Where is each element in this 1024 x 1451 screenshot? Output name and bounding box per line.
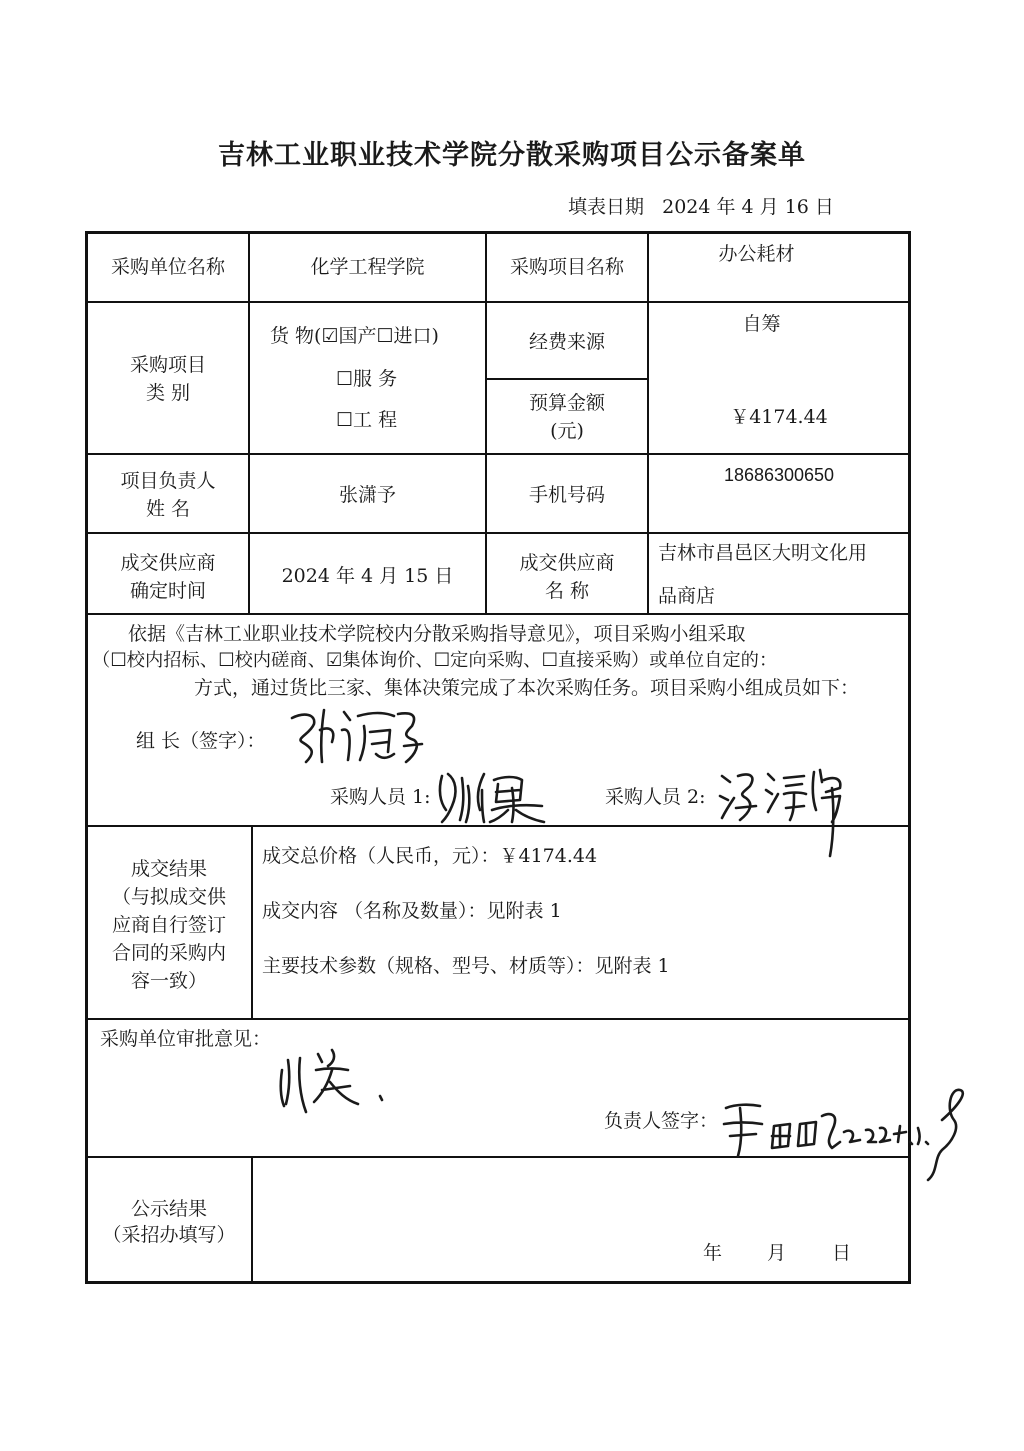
publicity-day: 日 [832,1242,852,1264]
approval-signer-label: 负责人签字： [604,1110,719,1132]
member-2-label: 采购人员 2: [605,786,706,808]
publicity-label-2: （采招办填写） [102,1224,236,1246]
value-supplier-name-2: 品商店 [658,585,716,607]
label-supplier-time: 成交供应商 [120,552,216,574]
basis-line-1: 依据《吉林工业职业技术学院校内分散采购指导意见》，项目采购小组采取 [128,623,746,645]
result-label-2: （与拟成交供 [111,886,226,908]
member-2-signature [716,764,866,864]
value-project-leader: 张潇予 [338,484,396,506]
label-budget: 预算金额 [528,392,605,414]
label-budget-unit: (元) [550,420,584,442]
label-supplier-name-2: 名 称 [544,580,590,602]
publicity-year: 年 [703,1242,723,1264]
value-project-name: 办公耗材 [718,243,795,265]
approval-handwriting [276,1040,396,1120]
basis-line-3: 方式，通过货比三家、集体决策完成了本次采购任务。项目采购小组成员如下： [194,677,860,699]
member-1-label: 采购人员 1: [330,786,431,808]
approval-label: 采购单位审批意见： [100,1028,272,1050]
value-budget: ￥4174.44 [730,406,828,428]
form-title: 吉林工业职业技术学院分散采购项目公示备案单 [218,140,806,171]
option-engineering: ☐工 程 [336,409,398,431]
member-1-signature [434,766,554,826]
value-purchasing-unit: 化学工程学院 [310,256,425,278]
option-goods: 货 物(☑国产☐进口) [270,325,439,347]
result-label-4: 合同的采购内 [111,942,226,964]
label-category: 采购项目 [129,354,206,376]
value-supplier-name: 吉林市昌邑区大明文化用 [658,542,868,564]
label-project-name: 采购项目名称 [509,256,624,278]
label-supplier-time-2: 确定时间 [129,580,206,602]
result-label-3: 应商自行签订 [111,914,226,936]
group-leader-signature [286,702,426,768]
result-total-price: 成交总价格（人民币，元）：￥4174.44 [262,845,598,867]
result-label: 成交结果 [130,858,207,880]
basis-line-2: （☐校内招标、☐校内磋商、☑集体询价、☐定向采购、☐直接采购）或单位自定的： [92,650,778,671]
label-phone: 手机号码 [528,484,605,506]
value-supplier-time: 2024 年 4 月 15 日 [281,565,454,587]
group-leader-label: 组 长（签字）： [136,730,266,752]
option-service: ☐服 务 [336,368,398,390]
publicity-label: 公示结果 [130,1198,207,1220]
fill-date: 填表日期 2024 年 4 月 16 日 [568,196,834,218]
result-params: 主要技术参数（规格、型号、材质等）：见附表 1 [262,955,670,977]
approval-signature [720,1086,976,1186]
label-project-leader: 项目负责人 [120,470,216,492]
value-phone: 18686300650 [723,465,835,485]
label-funding-source: 经费来源 [528,331,605,353]
publicity-month: 月 [767,1242,787,1264]
label-supplier-name: 成交供应商 [519,552,615,574]
label-category-2: 类 别 [145,382,191,404]
label-purchasing-unit: 采购单位名称 [110,256,225,278]
result-label-5: 容一致） [130,970,207,992]
result-content: 成交内容 （名称及数量）：见附表 1 [262,900,562,922]
value-funding-source: 自筹 [742,313,781,335]
label-project-leader-2: 姓 名 [145,498,191,520]
